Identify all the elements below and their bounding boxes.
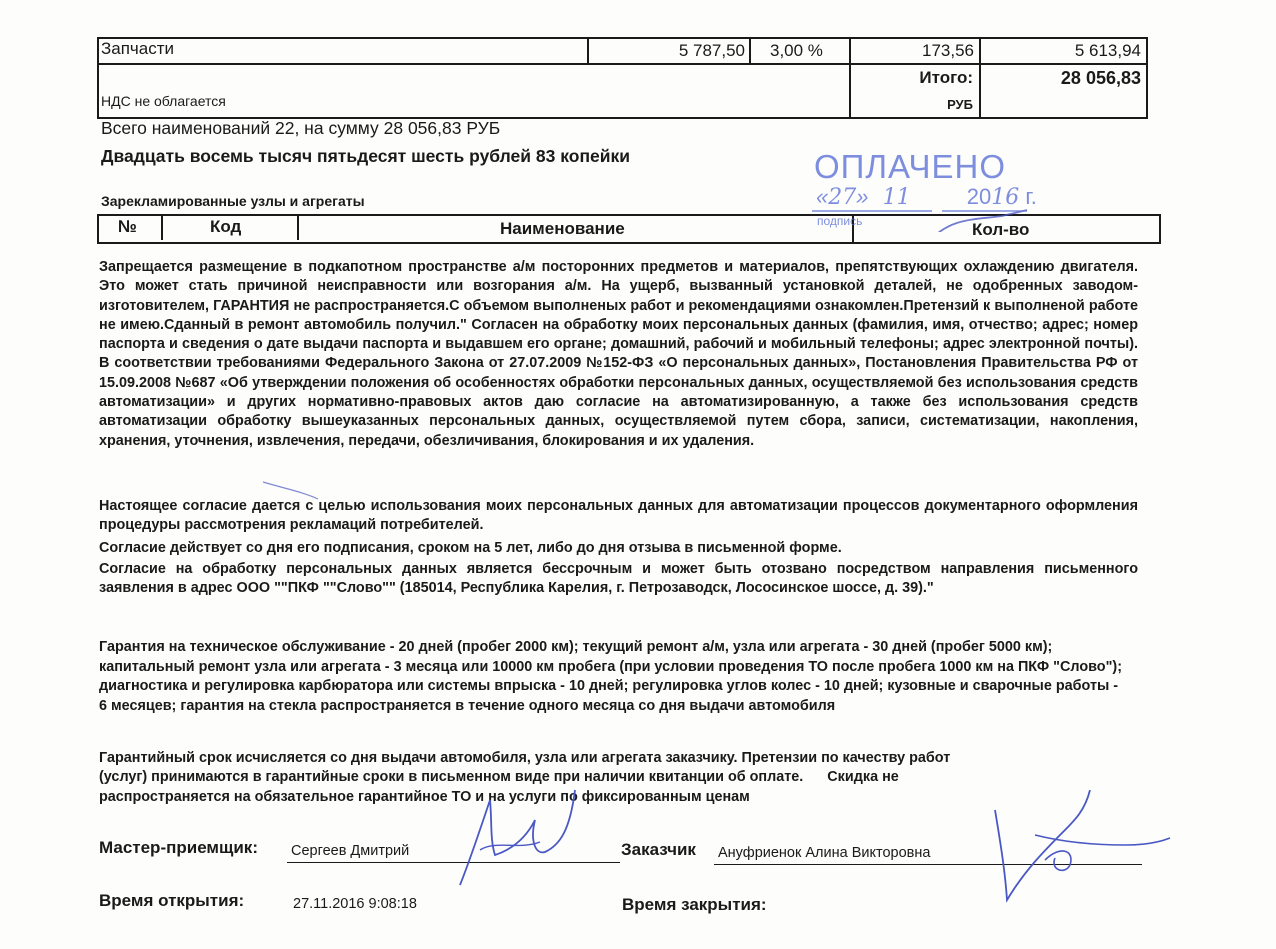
itogo-value: 28 056,83: [1060, 68, 1141, 88]
col-divider-3: [849, 37, 851, 119]
parts-discount-sum: 173,56: [922, 41, 974, 60]
master-label: Мастер-приемщик:: [99, 838, 258, 857]
stamp-date-close: »: [856, 184, 869, 209]
stamp-year-suffix: 16: [991, 185, 1020, 210]
col-divider-2: [749, 37, 751, 64]
col-divider-4: [979, 37, 981, 119]
stamp-month: 11: [882, 185, 911, 210]
close-time-label: Время закрытия:: [622, 895, 767, 914]
claimed-title: Зарекламированные узлы и агрегаты: [101, 193, 365, 209]
col-divider-1: [587, 37, 589, 64]
customer-label: Заказчик: [621, 840, 696, 859]
master-signature: [450, 780, 590, 890]
terms-paragraph-2: Настоящее согласие дается с целью использования моих персональных данных для автоматизации процессов документарного оформления процедуры рассмотрения рекламаций потребителей.: [99, 498, 1138, 534]
stamp-date-open: «: [816, 184, 829, 209]
open-time-label: Время открытия:: [99, 891, 245, 910]
paid-stamp-text: ОПЛАЧЕНО: [814, 148, 1006, 185]
master-name: Сергеев Дмитрий: [291, 843, 410, 859]
stamp-day: 27: [828, 185, 857, 210]
parts-row-divider: [97, 63, 1148, 65]
claimed-col-div-1: [161, 214, 163, 240]
parts-total: 5 613,94: [1074, 41, 1141, 60]
paid-stamp: [812, 148, 1042, 232]
claimed-header-code: Код: [210, 217, 242, 236]
stamp-year-unit: г.: [1025, 184, 1037, 209]
parts-discount-percent: 3,00 %: [770, 41, 823, 60]
claimed-header-name: Наименование: [500, 219, 625, 238]
claimed-col-div-2: [297, 214, 299, 240]
warranty-period-line-3: распространяется на обязательное гарантийное ТО и на услуги по фиксированным ценам: [99, 789, 750, 805]
stamp-lines: [812, 148, 1042, 232]
stamp-sign-label: подпись: [817, 214, 863, 228]
itogo-label: Итого:: [919, 68, 973, 87]
terms-paragraph-1: Запрещается размещение в подкапотном пространстве а/м посторонних предметов и материалов, препятствующих охлаждению двигателя. Это может стать причиной неисправности или возгорания а/м. На ущерб, вызванный установкой деталей, не одобренных заводом-изготовителем, ГАРАНТИЯ не распространяется.С объемом выполненых работ и рекомендациями ознакомлен.Претензий к выполненой работе не имею.Сданный в ремонт автомобиль получил." Согласен на обработку моих персональных данных (фамилия, имя, отчество; адрес; номер паспорта и сведения о дате выдачи паспорта и выдавшем его органе; домашний, рабочий и мобильный телефоны; адрес электронной почты). В соответствии требованиями Федерального Закона от 27.07.2009 №152-ФЗ «О персональных данных», Постановления Правительства РФ от 15.09.2008 №687 «Об утверждении положения об особенностях обработки персональных данных, осуществляемой без использования средств автоматизации» и других нормативно-правовых актов даю согласие на автоматизированную, а также без использования средств автоматизации обработку вышеуказанных персональных данных, осуществляемой путем сбора, записи, систематизации, накопления, хранения, уточнения, извлечения, передачи, обезличивания, блокирования и их удаления.: [99, 259, 1138, 449]
parts-label: Запчасти: [101, 39, 175, 58]
terms-paragraph-3: Согласие действует со дня его подписания, сроком на 5 лет, либо до дня отзыва в письменной форме.: [99, 540, 842, 556]
items-summary: Всего наименований 22, на сумму 28 056,83 РУБ: [101, 118, 501, 138]
vat-note: НДС не облагается: [101, 93, 226, 109]
stamp-year-prefix: 20: [966, 184, 992, 209]
open-time-value: 27.11.2016 9:08:18: [293, 896, 417, 912]
amount-in-words: Двадцать восемь тысяч пятьдесят шесть рублей 83 копейки: [101, 146, 631, 166]
warranty-period-line-2: (услуг) принимаются в гарантийные сроки в письменном виде при наличии квитанции об оплате. Скидка не: [99, 769, 899, 785]
claimed-header-no: №: [118, 217, 137, 236]
customer-signature: [975, 790, 1175, 910]
warranty-period-line-1: Гарантийный срок исчисляется со дня выдачи автомобиля, узла или агрегата заказчику. Претензии по качеству работ: [99, 750, 951, 766]
parts-amount: 5 787,50: [678, 41, 745, 60]
claimed-header-qty: Кол-во: [972, 220, 1030, 239]
warranty-paragraph: Гарантия на техническое обслуживание - 20 дней (пробег 2000 км); текущий ремонт а/м, узла или агрегата - 30 дней (пробег 5000 км); капитальный ремонт узла или агрегата - 3 месяца или 10000 км пробега (при условии проведения ТО после пробега 1000 км на ПКФ "Слово"); диагностика и регулировка карбюратора или системы впрыска - 10 дней; регулировка углов колес - 10 дней; кузовные и сварочные работы - 6 месяцев; гарантия на стекла распространяется в течение одного месяца со дня выдачи автомобиля: [99, 639, 1122, 714]
currency-label: РУБ: [947, 97, 973, 112]
ink-mark: [258, 474, 348, 504]
terms-paragraph-4: Согласие на обработку персональных данных является бессрочным и может быть отозвано посредством направления письменного заявления в адрес ООО ""ПКФ ""Слово"" (185014, Республика Карелия, г. Петрозаводск, Лососинское шоссе, д. 39).": [99, 561, 1138, 597]
customer-name: Ануфриенок Алина Викторовна: [718, 845, 931, 861]
